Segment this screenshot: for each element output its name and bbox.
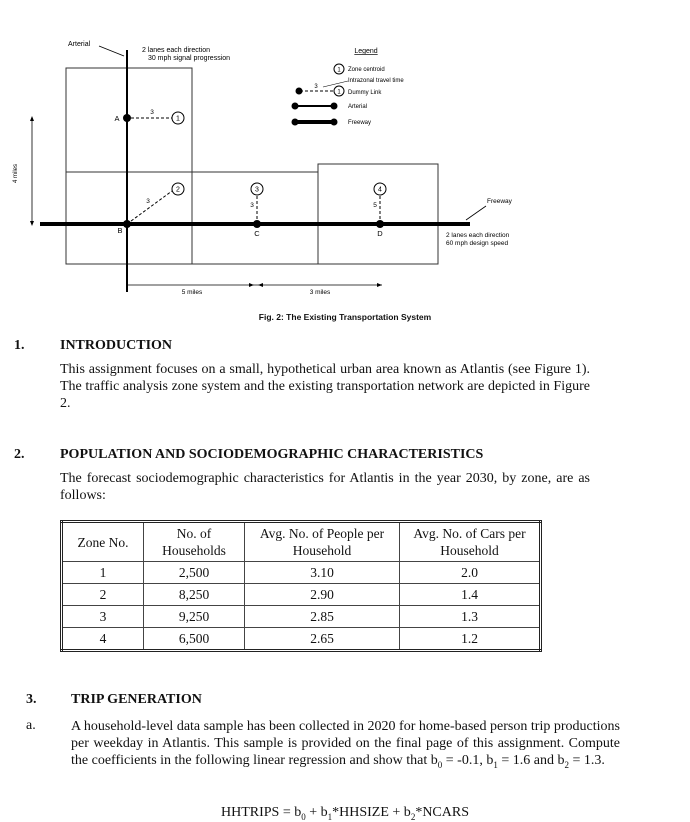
- section-2-number: 2.: [14, 447, 25, 462]
- legend-title: Legend: [354, 48, 378, 55]
- sociodemographic-table: [60, 520, 542, 652]
- lanes-top-line2: 30 mph signal progression: [147, 55, 231, 62]
- svg-text:1: 1: [337, 89, 341, 96]
- legend-dummy-link: Dummy Link: [348, 90, 382, 96]
- section-3a-text: A household-level data sample has been collected in 2020 for home-based person trip productions per weekday in Atlantis. This sample is provided on the final page of this assignment. Compute the coefficients in the following linear regression and show that: [71, 719, 620, 768]
- table-row: [62, 584, 541, 606]
- centroid-2-label: 2: [176, 186, 180, 194]
- header-people: Avg. No. of People per Household: [245, 522, 400, 562]
- link-time-4: 5: [373, 202, 377, 209]
- section-1-body: This assignment focuses on a small, hypothetical urban area known as Atlantis (see Figure 1). The traffic analysis zone system and the existing transportation network are depicted in Figure 2.: [60, 362, 590, 411]
- coef-b1-sub: 1: [493, 759, 498, 770]
- arterial-pointer: [99, 46, 124, 56]
- dummy-link-2: [127, 191, 172, 224]
- link-time-1: 3: [150, 109, 154, 116]
- coef-b1-val: = 1.6 and: [497, 753, 558, 768]
- zone-box-4: [318, 164, 438, 264]
- coef-b1: b: [486, 753, 494, 768]
- table-cell: 1.2: [400, 628, 541, 651]
- table-cell: 4: [62, 628, 144, 651]
- link-time-3: 3: [250, 202, 254, 209]
- lanes-top-line1: 2 lanes each direction: [141, 47, 211, 54]
- table-header-row: [62, 522, 541, 562]
- legend-dummy-node-icon: [296, 88, 303, 95]
- arterial-label: Arterial: [68, 41, 91, 48]
- table-cell: 1.3: [400, 606, 541, 628]
- node-d: [376, 220, 384, 228]
- coef-b0: b: [430, 753, 438, 768]
- table-cell: 9,250: [144, 606, 245, 628]
- section-3-number: 3.: [26, 692, 37, 707]
- legend-travel-time-num: 3: [314, 84, 318, 90]
- node-c: [253, 220, 261, 228]
- table-cell: 2,500: [144, 562, 245, 584]
- five-miles-label: 5 miles: [181, 289, 203, 296]
- node-d-label: D: [377, 229, 383, 238]
- legend-arterial: Arterial: [348, 104, 368, 110]
- three-miles-label: 3 miles: [309, 289, 331, 296]
- figure-caption: Fig. 2: The Existing Transportation System: [258, 312, 432, 322]
- section-3-title: TRIP GENERATION: [71, 692, 202, 707]
- header-zone: Zone No.: [62, 522, 144, 562]
- section-2-title: POPULATION AND SOCIODEMOGRAPHIC CHARACTERISTICS: [60, 447, 484, 462]
- link-time-2: 3: [146, 198, 150, 205]
- coef-b0-val: = -0.1,: [442, 753, 487, 768]
- coef-b0-sub: 0: [437, 759, 443, 770]
- table-cell: 2: [62, 584, 144, 606]
- table-row: [62, 562, 541, 584]
- four-miles-label: 4 miles: [13, 163, 19, 183]
- table-cell: 6,500: [144, 628, 245, 651]
- section-3a-label: a.: [26, 718, 36, 733]
- table-cell: 2.90: [245, 584, 400, 606]
- legend-intrazonal: Intrazonal travel time: [348, 78, 404, 84]
- coef-b2-sub: 2: [564, 759, 569, 770]
- centroid-4-label: 4: [378, 186, 382, 194]
- legend-freeway: Freeway: [348, 120, 372, 126]
- lanes-right-line1: 2 lanes each direction: [446, 232, 510, 239]
- table-cell: 2.0: [400, 562, 541, 584]
- table-cell: 2.85: [245, 606, 400, 628]
- table-cell: 3.10: [245, 562, 400, 584]
- node-a-label: A: [114, 114, 120, 123]
- table-row: [62, 606, 541, 628]
- regression-equation: HHTRIPS = $b_0$ + $b_1*HHSIZE$ + $b_2*NCARS$: [220, 805, 469, 822]
- table-cell: 1: [62, 562, 144, 584]
- table-cell: 2.65: [245, 628, 400, 651]
- table-cell: 3: [62, 606, 144, 628]
- table-cell: 1.4: [400, 584, 541, 606]
- header-cars: Avg. No. of Cars per Household: [400, 522, 541, 562]
- section-2-body: The forecast sociodemographic characteristics for Atlantis in the year 2030, by zone, are as follows:: [60, 471, 590, 503]
- coef-b2: b: [557, 753, 565, 768]
- freeway-label: Freeway: [487, 198, 512, 205]
- section-3a-body: [71, 718, 620, 774]
- node-a: [123, 114, 131, 122]
- node-c-label: C: [254, 229, 260, 238]
- table-cell: 8,250: [144, 584, 245, 606]
- node-b-label: B: [117, 226, 123, 235]
- coef-b2-val: = 1.3.: [568, 753, 605, 768]
- section-1-number: 1.: [14, 338, 25, 353]
- section-1-title: INTRODUCTION: [60, 338, 173, 353]
- transportation-system-figure: [0, 0, 690, 330]
- table-row: [62, 628, 541, 651]
- svg-text:1: 1: [337, 67, 341, 74]
- legend-zone-centroid: Zone centroid: [348, 67, 385, 73]
- lanes-right-line2: 60 mph design speed: [446, 240, 509, 247]
- centroid-1-label: 1: [176, 115, 180, 123]
- centroid-3-label: 3: [255, 186, 259, 194]
- header-households: No. of Households: [144, 522, 245, 562]
